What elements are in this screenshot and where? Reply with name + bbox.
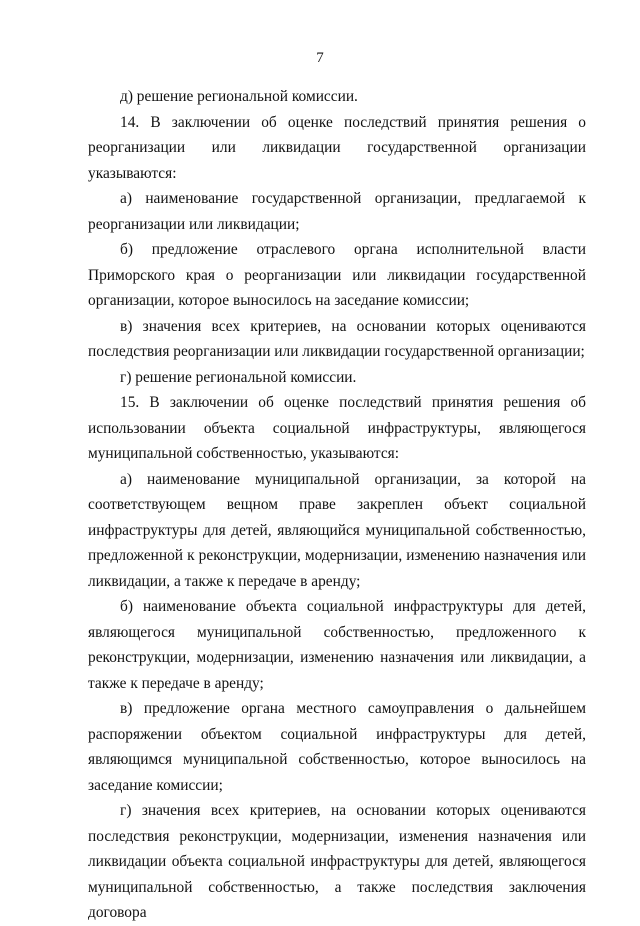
paragraph-14-b: б) предложение отраслевого органа исполнительной власти Приморского края о реорганизации или ликвидации государственной организации, которое выносилось на заседание комиссии; [88, 241, 586, 309]
paragraph-15-b: б) наименование объекта социальной инфраструктуры для детей, являющегося муниципальной собственностью, предложенного к реконструкции, модернизации, изменению назначения или ликвидации, а также к передаче в аренду; [88, 598, 586, 692]
paragraph-15-a: а) наименование муниципальной организации, за которой на соответствующем вещном праве закреплен объект социальной инфраструктуры для детей, являющийся муниципальной собственностью, предложенной к реконструкции, модернизации, изменению назначения или ликвидации, а также к передаче в аренду; [88, 470, 586, 590]
paragraph-14-heading: 14. В заключении об оценке последствий принятия решения о реорганизации или ликвидации государственной организации указываются: [88, 113, 586, 182]
paragraph-14-v: в) значения всех критериев, на основании которых оцениваются последствия реорганизации или ликвидации государственной организации; [88, 317, 586, 360]
document-body [88, 84, 586, 926]
paragraph-15-g: г) значения всех критериев, на основании которых оцениваются последствия реконструкции, модернизации, изменения назначения или ликвидации объекта социальной инфраструктуры для детей, являющегося муниципальной собственностью, а также последствия заключения договора [88, 802, 586, 921]
paragraph-15-v: в) предложение органа местного самоуправления о дальнейшем распоряжении объектом социальной инфраструктуры для детей, являющимся муниципальной собственностью, которое выносилось на заседание комиссии; [88, 700, 586, 794]
paragraph-14-a: а) наименование государственной организации, предлагаемой к реорганизации или ликвидации; [88, 190, 586, 233]
paragraph-14-g: г) решение региональной комиссии. [120, 368, 357, 386]
paragraph-15-heading: 15. В заключении об оценке последствий принятия решения об использовании объекта социальной инфраструктуры, являющегося муниципальной собственностью, указываются: [88, 394, 586, 462]
page-number: 7 [316, 50, 324, 66]
paragraph-d-decision: д) решение региональной комиссии. [120, 88, 358, 105]
